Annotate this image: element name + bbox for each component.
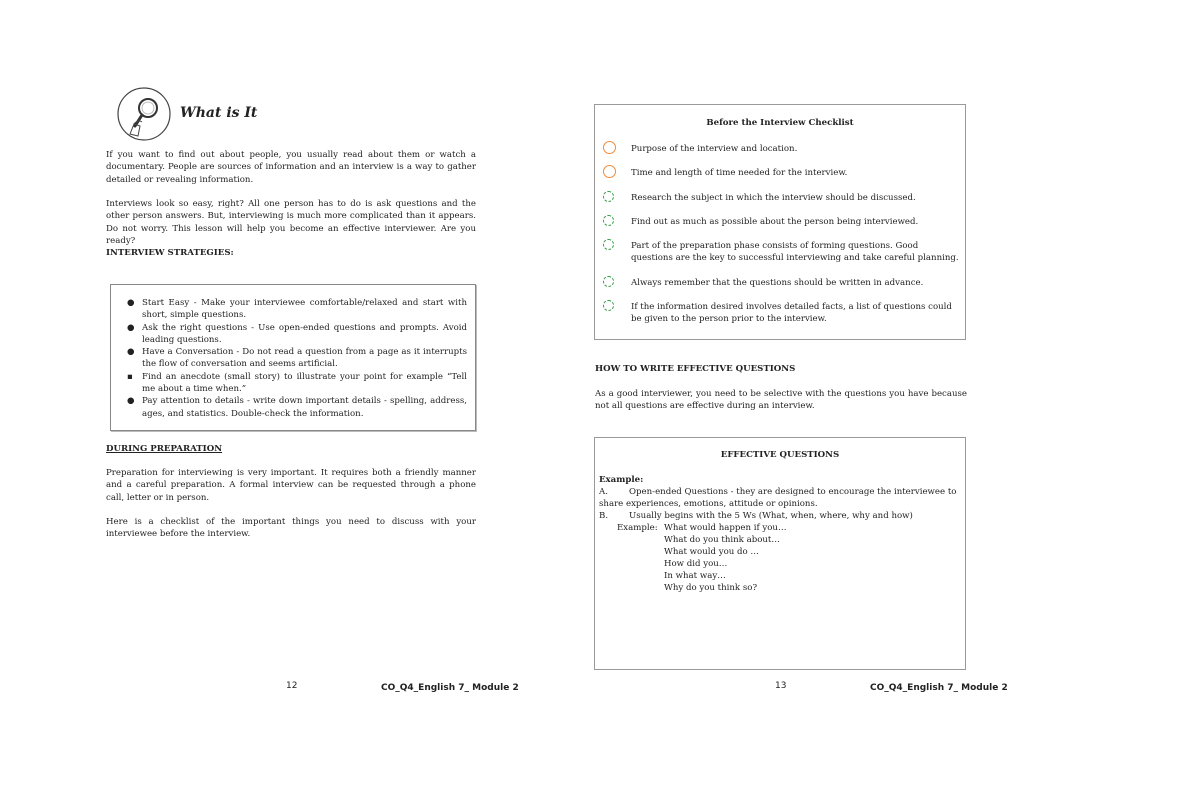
item-a-line1: Open-ended Questions - they are designed to encourage the interviewee to (629, 487, 957, 497)
list-item: ● Pay attention to details - write down important details - spelling, address, ages, and statistics. Double-check the information. (127, 396, 467, 419)
bullet-icon: ● (127, 322, 135, 333)
intro-paragraph: If you want to find out about people, you usually read about them or watch a documentary. People are sources of information and an interview is a way to gather detailed or revealing information. (106, 150, 476, 185)
list-item: ▪ Find an anecdote (small story) to illustrate your point for example “Tell me about a time when.” (127, 371, 467, 395)
page-number: 12 (286, 681, 298, 691)
checklist-item: Always remember that the questions should be written in advance. (603, 277, 959, 289)
strategies-heading: INTERVIEW STRATEGIES: (106, 248, 234, 258)
footer-module-code: CO_Q4_English 7_ Module 2 (870, 683, 1008, 693)
effective-questions-title: EFFECTIVE QUESTIONS (720, 450, 840, 460)
checklist-item: If the information desired involves detailed facts, a list of questions could be given to the person prior to the interview. (603, 301, 959, 326)
list-item: ● Start Easy - Make your interviewee comfortable/relaxed and start with short, simple questions. (127, 298, 467, 321)
checklist-item: Find out as much as possible about the person being interviewed. (603, 216, 959, 228)
question-line: In what way… (664, 571, 726, 581)
green-dashed-circle-icon (603, 239, 614, 250)
page-number: 13 (775, 681, 787, 691)
preparation-heading: DURING PREPARATION (106, 444, 223, 454)
item-b-text: Usually begins with the 5 Ws (What, when, where, why and how) (629, 511, 913, 521)
example2-label: Example: (617, 523, 658, 533)
bullet-icon: ● (127, 396, 135, 407)
green-dashed-circle-icon (603, 191, 614, 202)
strategies-list (125, 297, 467, 420)
item-b-marker: B. (599, 511, 609, 521)
question-line: What would you do … (664, 547, 760, 557)
orange-circle-icon (603, 165, 616, 178)
question-line: What would happen if you… (664, 523, 787, 533)
question-line: How did you… (664, 559, 728, 569)
list-item: ● Have a Conversation - Do not read a question from a page as it interrupts the flow of conversation and seems artificial. (127, 347, 467, 370)
footer-module-code: CO_Q4_English 7_ Module 2 (381, 683, 519, 693)
strategies-box (110, 284, 476, 431)
green-dashed-circle-icon (603, 276, 614, 287)
question-line: Why do you think so? (664, 583, 758, 593)
checklist-intro-paragraph: Here is a checklist of the important things you need to discuss with your interviewee before the interview. (106, 517, 476, 540)
effective-questions-box (594, 437, 966, 670)
example-label: Example: (599, 475, 644, 485)
checklist-item: Part of the preparation phase consists of forming questions. Good questions are the key to successful interviewing and take careful planning. (603, 240, 959, 265)
checklist-title: Before the Interview Checklist (706, 118, 854, 128)
orange-circle-icon (603, 141, 616, 154)
preparation-paragraph: Preparation for interviewing is very important. It requires both a friendly manner and a careful preparation. A formal interview can be requested through a phone call, letter or in person. (106, 468, 476, 503)
checklist-box (594, 104, 966, 340)
list-item: ● Ask the right questions - Use open-ended questions and prompts. Avoid leading questions. (127, 322, 467, 345)
item-a-line2: share experiences, emotions, attitude or opinions. (599, 499, 818, 509)
checklist-item: Research the subject in which the interview should be discussed. (603, 192, 959, 204)
green-dashed-circle-icon (603, 215, 614, 226)
item-a-marker: A. (599, 487, 608, 497)
bullet-icon: ● (127, 347, 135, 358)
magnifying-glass-icon (116, 86, 172, 142)
checklist-item: Purpose of the interview and location. (603, 143, 959, 155)
interviews-paragraph: Interviews look so easy, right? All one person has to do is ask questions and the other person answers. But, interviewing is much more complicated than it appears. Do not worry. This lesson will help you become an effective interviewer. Are you ready? (106, 199, 476, 247)
bullet-icon: ● (127, 298, 135, 308)
bullet-icon: ▪ (127, 371, 133, 382)
how-to-paragraph: As a good interviewer, you need to be selective with the questions you have because not all questions are effective during an interview. (595, 389, 967, 412)
green-dashed-circle-icon (603, 300, 614, 311)
checklist-item: Time and length of time needed for the interview. (603, 167, 959, 179)
section-title: What is It (180, 105, 258, 121)
question-line: What do you think about… (664, 535, 780, 545)
how-to-heading: HOW TO WRITE EFFECTIVE QUESTIONS (595, 364, 796, 374)
